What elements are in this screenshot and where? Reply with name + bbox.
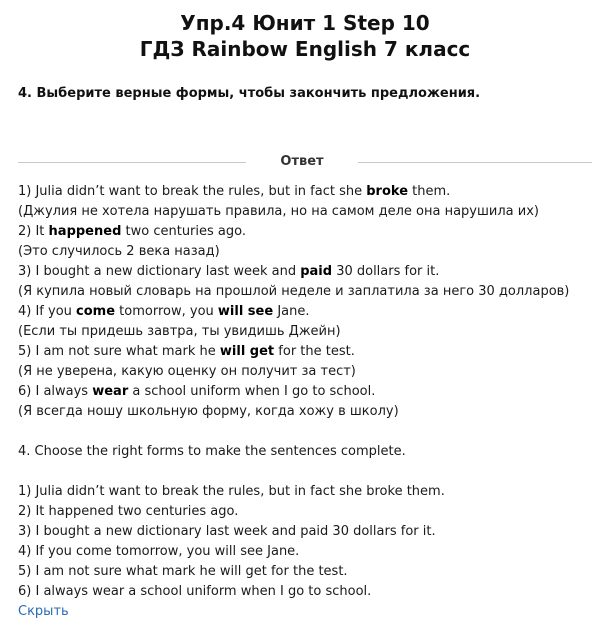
answer-line: 4) If you come tomorrow, you will see Jane. [18,304,310,319]
answer-highlight: will see [217,304,274,319]
answer-en-line: 6) I always wear a school uniform when I go to school. [18,584,372,599]
answer-en-line: 3) I bought a new dictionary last week and paid 30 dollars for it. [18,524,436,539]
answer-line: 3) I bought a new dictionary last week and paid 30 dollars for it. [18,264,440,279]
answer-line: 2) It happened two centuries ago. [18,224,246,239]
answer-line: 6) I always wear a school uniform when I go to school. [18,384,376,399]
translation-line: (Если ты придешь завтра, ты увидишь Джейн) [18,324,341,339]
divider-rule-left [18,162,246,163]
answer-en-line: 5) I am not sure what mark he will get for the test. [18,564,348,579]
translation-line: (Джулия не хотела нарушать правила, но на самом деле она нарушила их) [18,204,539,219]
divider-rule-right [358,162,592,163]
answer-highlight: happened [48,224,122,239]
answer-highlight: paid [300,264,333,279]
translation-line: (Это случилось 2 века назад) [18,244,220,259]
answer-line: 5) I am not sure what mark he will get for the test. [18,344,355,359]
answer-content [18,182,598,622]
answer-highlight: wear [92,384,129,399]
translation-line: (Я не уверена, какую оценку он получит за тест) [18,364,356,379]
spacer [18,422,598,442]
task-heading: 4. Выберите верные формы, чтобы закончить предложения. [18,86,481,101]
task-en: 4. Choose the right forms to make the sentences complete. [18,444,406,459]
answer-label: Ответ [280,154,324,169]
translation-line: (Я всегда ношу школьную форму, когда хожу в школу) [18,404,399,419]
page-header [0,10,610,62]
page-title: Упр.4 Юнит 1 Step 10 [180,11,430,35]
page-subtitle: ГДЗ Rainbow English 7 класс [139,37,471,61]
answer-en-line: 1) Julia didn’t want to break the rules, but in fact she broke them. [18,484,445,499]
answer-en-line: 4) If you come tomorrow, you will see Jane. [18,544,300,559]
hide-answer-link[interactable]: Скрыть [18,604,69,619]
answer-highlight: broke [366,184,409,199]
answer-highlight: come [76,304,116,319]
spacer [18,462,598,482]
answer-en-line: 2) It happened two centuries ago. [18,504,239,519]
answer-line: 1) Julia didn’t want to break the rules, but in fact she broke them. [18,184,451,199]
translation-line: (Я купила новый словарь на прошлой неделе и заплатила за него 30 долларов) [18,284,570,299]
answer-divider [18,154,592,172]
answer-highlight: will get [219,344,275,359]
